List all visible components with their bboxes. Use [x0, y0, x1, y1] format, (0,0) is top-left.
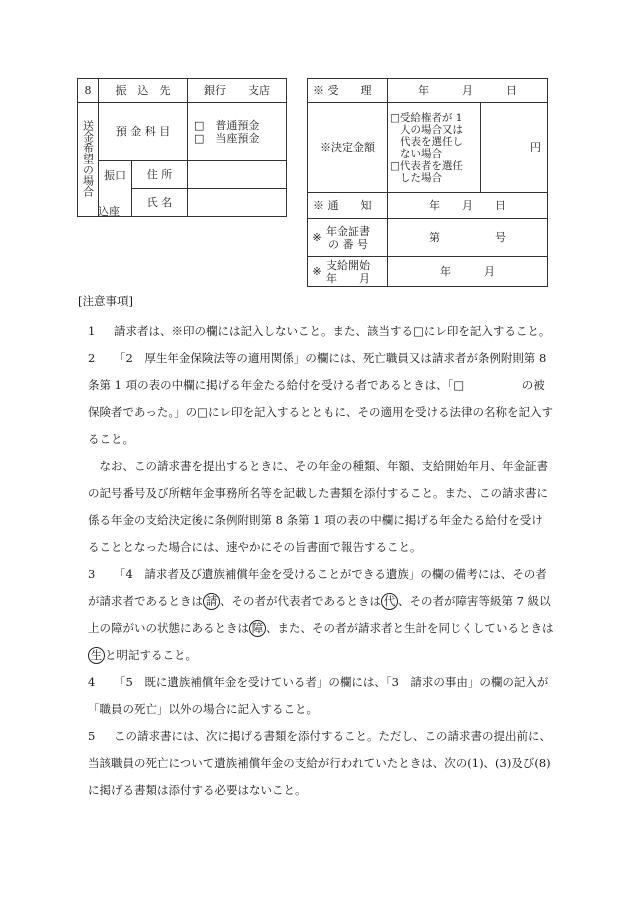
notes-section: [78, 288, 554, 804]
circled-mark: 代: [381, 593, 398, 610]
cert-mark: ※: [312, 231, 322, 244]
note-1: [78, 318, 554, 345]
receipt-label: ※ 受 理: [308, 79, 388, 103]
deposit-type-label: 預 金 科 目: [99, 103, 188, 161]
decision-note: [388, 103, 481, 193]
deposit-option-current[interactable]: □ 当座預金: [194, 131, 260, 145]
note-4: [78, 669, 554, 723]
office-use-table: [307, 78, 548, 287]
decision-note-line: した場合: [400, 171, 442, 184]
note-text: 、また、その者が請求者と生計を同じくしているときは: [266, 621, 554, 635]
decision-note-line: 人の場合又は: [400, 123, 463, 136]
transfer-table: [77, 78, 287, 217]
address-field[interactable]: [188, 161, 287, 189]
name-label: 氏 名: [132, 189, 188, 217]
note-text: 「5 既に遺族補償年金を受けている者」の欄には、「3 請求の事由」の欄の記入が「職員の死亡」以外の場合に記入すること。: [88, 675, 549, 716]
notice-date: 年 月 日: [388, 193, 548, 219]
decision-amount-unit: 円: [481, 103, 548, 193]
start-label-cell: [308, 257, 388, 287]
cert-number: 第 号: [388, 219, 548, 257]
account-label-top: 振口: [104, 169, 126, 182]
name-field[interactable]: [188, 189, 287, 217]
cert-label-2: の 番 号: [328, 237, 368, 251]
circled-mark: 生: [88, 647, 105, 664]
note-number: 3: [88, 567, 96, 581]
note-text: この請求書には、次に掲げる書類を添付すること。ただし、この請求書の提出前に、当該職員の死亡について遺族補償年金の支給が行われていたときは、次の(1)、(3)及び(8)に掲げる書類は添付する必要はないこと。: [88, 729, 551, 797]
note-number: 5: [88, 729, 96, 743]
decision-note-line[interactable]: □代表者を選任: [390, 159, 463, 172]
note-text: 、その者が代表者であるときは: [220, 594, 381, 608]
note-text: 請求者は、※印の欄には記入しないこと。また、該当する□にレ印を記入すること。: [114, 324, 551, 338]
note-number: 2: [88, 351, 96, 365]
note-3: [78, 561, 554, 669]
address-label: 住 所: [132, 161, 188, 189]
account-label-bottom: 込座: [98, 205, 120, 218]
notes-heading: [注意事項]: [78, 294, 133, 308]
note-text: 、その者が障害等級第 7 級以上の障がいの状態にあるときは: [88, 594, 551, 635]
decision-amount-label: ※決定金額: [308, 103, 388, 193]
decision-note-line[interactable]: □受給権者が 1: [390, 111, 463, 124]
circled-mark: 請: [203, 593, 220, 610]
cert-label-cell: [308, 219, 388, 257]
section-label: 送金希望の場合: [81, 119, 95, 197]
note-number: 1: [88, 324, 96, 338]
deposit-option-ordinary[interactable]: □ 普通預金: [194, 118, 260, 132]
receipt-date: 年 月 日: [388, 79, 548, 103]
note-text: なお、この請求書を提出するときに、その年金の種類、年額、支給開始年月、年金証書の記号番号及び所轄年金事務所名等を記載した書類を添付すること。また、この請求書に係る年金の支給決定後に条例附則第 8 条第 1 項の表の中欄に掲げる年金たる給付を受けることとなった場合には、速やかにその旨書面で報告すること。: [88, 459, 548, 554]
transfer-destination-value: 銀行 支店: [188, 79, 287, 103]
note-5: [78, 723, 554, 804]
start-label-2: 年 月: [326, 271, 370, 285]
note-text: と明記すること。: [105, 648, 197, 662]
start-date: 年 月: [388, 257, 548, 287]
note-number: 4: [88, 675, 96, 689]
transfer-destination-label: 振 込 先: [99, 79, 188, 103]
decision-note-line: 代表を選任し: [400, 135, 463, 148]
circled-mark: 障: [249, 620, 266, 637]
note-text: 「2 厚生年金保険法等の適用関係」の欄には、死亡職員又は請求者が条例附則第 8 条第 1 項の表の中欄に掲げる年金たる給付を受ける者であるときは、「□ の被保険者であった。」の□にレ印を記入するとともに、その適用を受ける法律の名称を記入すること。: [88, 351, 553, 446]
note-text: 「4 請求者及び遺族補償年金を受けることができる遺族」の欄の備考には、その者が請求者であるときは: [88, 567, 547, 608]
section-label-cell: [78, 103, 99, 217]
decision-note-line: ない場合: [400, 147, 442, 160]
deposit-type-options: [188, 103, 287, 161]
cert-label-1: 年金証書: [326, 224, 370, 238]
note-2-sub: [78, 453, 554, 561]
start-mark: ※: [312, 265, 322, 278]
section-number: 8: [78, 79, 99, 103]
note-2: [78, 345, 554, 453]
start-label-1: 支給開始: [326, 258, 370, 272]
notice-label: ※ 通 知: [308, 193, 388, 219]
